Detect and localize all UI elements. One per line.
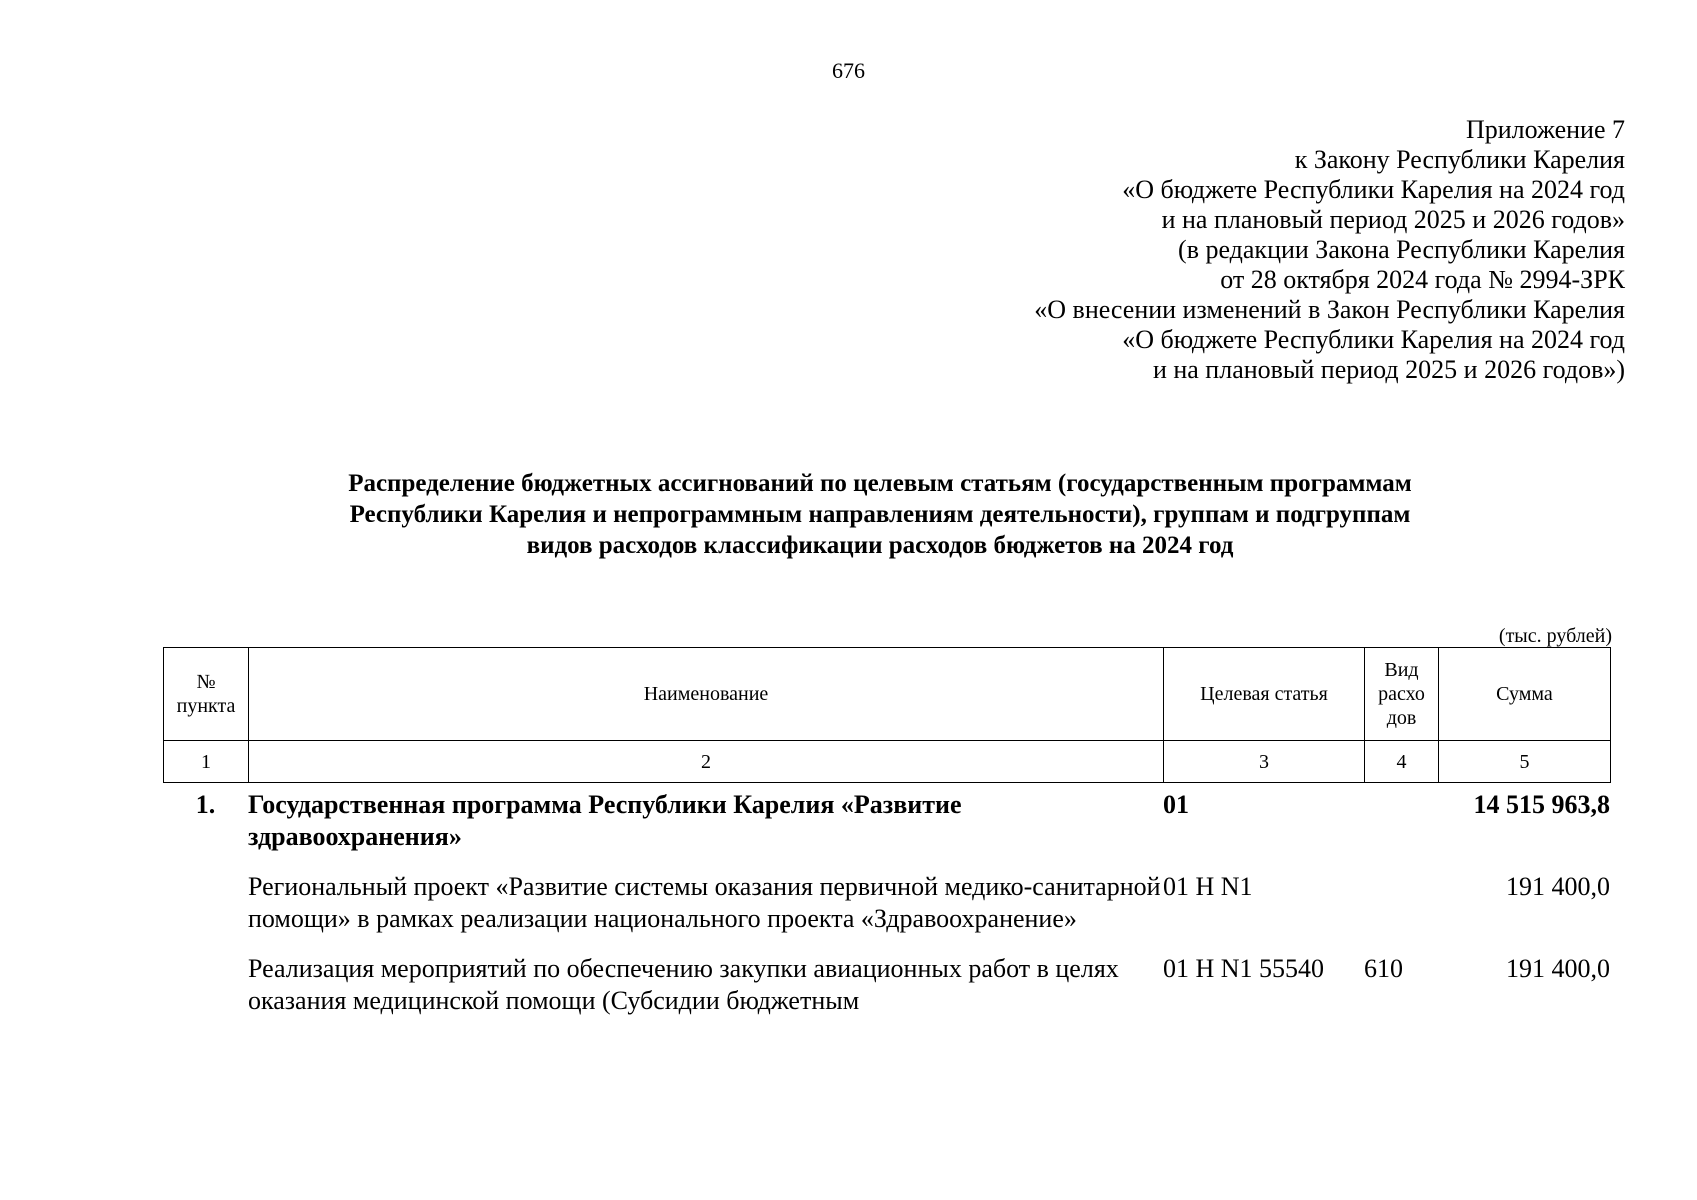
header-type: Вид расхо дов — [1365, 648, 1439, 741]
column-number: 2 — [249, 741, 1164, 783]
row-name: Региональный проект «Развитие системы оказания первичной медико-санитарной помощи» в рамках реализации национального проекта «Здравоохранение» — [248, 872, 1161, 933]
row-code: 01 Н N1 55540 — [1163, 954, 1325, 983]
appendix-line: к Закону Республики Карелия — [1294, 145, 1625, 174]
row-name: Государственная программа Республики Карелия «Развитие здравоохранения» — [248, 790, 962, 851]
appendix-line: «О внесении изменений в Закон Республики Карелия — [1034, 295, 1625, 324]
row-num — [163, 953, 248, 1035]
row-sum: 14 515 963,8 — [1473, 790, 1610, 819]
appendix-line: и на плановый период 2025 и 2026 годов») — [1152, 355, 1625, 384]
appendix-line: (в редакции Закона Республики Карелия — [1178, 235, 1625, 264]
column-number: 1 — [164, 741, 249, 783]
document-title — [0, 468, 1640, 561]
table-body — [163, 789, 1610, 1035]
row-sum: 191 400,0 — [1506, 872, 1610, 901]
row-type: 610 — [1364, 954, 1403, 983]
header-code: Целевая статья — [1164, 648, 1365, 741]
column-number: 5 — [1439, 741, 1611, 783]
row-num — [163, 871, 248, 953]
row-name: Реализация мероприятий по обеспечению закупки авиационных работ в целях оказания медицинской помощи (Субсидии бюджетным — [248, 954, 1119, 1015]
table-row — [163, 953, 1610, 1035]
column-number: 4 — [1365, 741, 1439, 783]
header-name: Наименование — [249, 648, 1164, 741]
row-type — [1364, 789, 1438, 871]
row-sum: 191 400,0 — [1506, 954, 1610, 983]
table-header — [163, 647, 1611, 783]
row-code: 01 — [1163, 790, 1189, 819]
title-line: Республики Карелия и непрограммным направлениям деятельности), группам и подгруппам — [349, 501, 1411, 528]
row-type — [1364, 871, 1438, 953]
appendix-note — [1034, 115, 1625, 385]
header-num: № пункта — [164, 648, 249, 741]
title-line: видов расходов классификации расходов бюджетов на 2024 год — [526, 532, 1234, 559]
table-row — [163, 871, 1610, 953]
appendix-line: и на плановый период 2025 и 2026 годов» — [1161, 205, 1625, 234]
table-row — [163, 789, 1610, 871]
header-sum: Сумма — [1439, 648, 1611, 741]
row-code: 01 Н N1 — [1163, 872, 1253, 901]
appendix-line: от 28 октября 2024 года № 2994-ЗРК — [1220, 265, 1625, 294]
units-label: (тыс. рублей) — [1498, 625, 1612, 647]
appendix-line: «О бюджете Республики Карелия на 2024 год — [1122, 325, 1625, 354]
title-line: Распределение бюджетных ассигнований по целевым статьям (государственным программам — [348, 470, 1412, 497]
appendix-line: «О бюджете Республики Карелия на 2024 год — [1122, 175, 1625, 204]
row-num: 1. — [195, 790, 216, 819]
appendix-line: Приложение 7 — [1465, 115, 1625, 144]
page-number: 676 — [832, 58, 865, 83]
column-number: 3 — [1164, 741, 1365, 783]
